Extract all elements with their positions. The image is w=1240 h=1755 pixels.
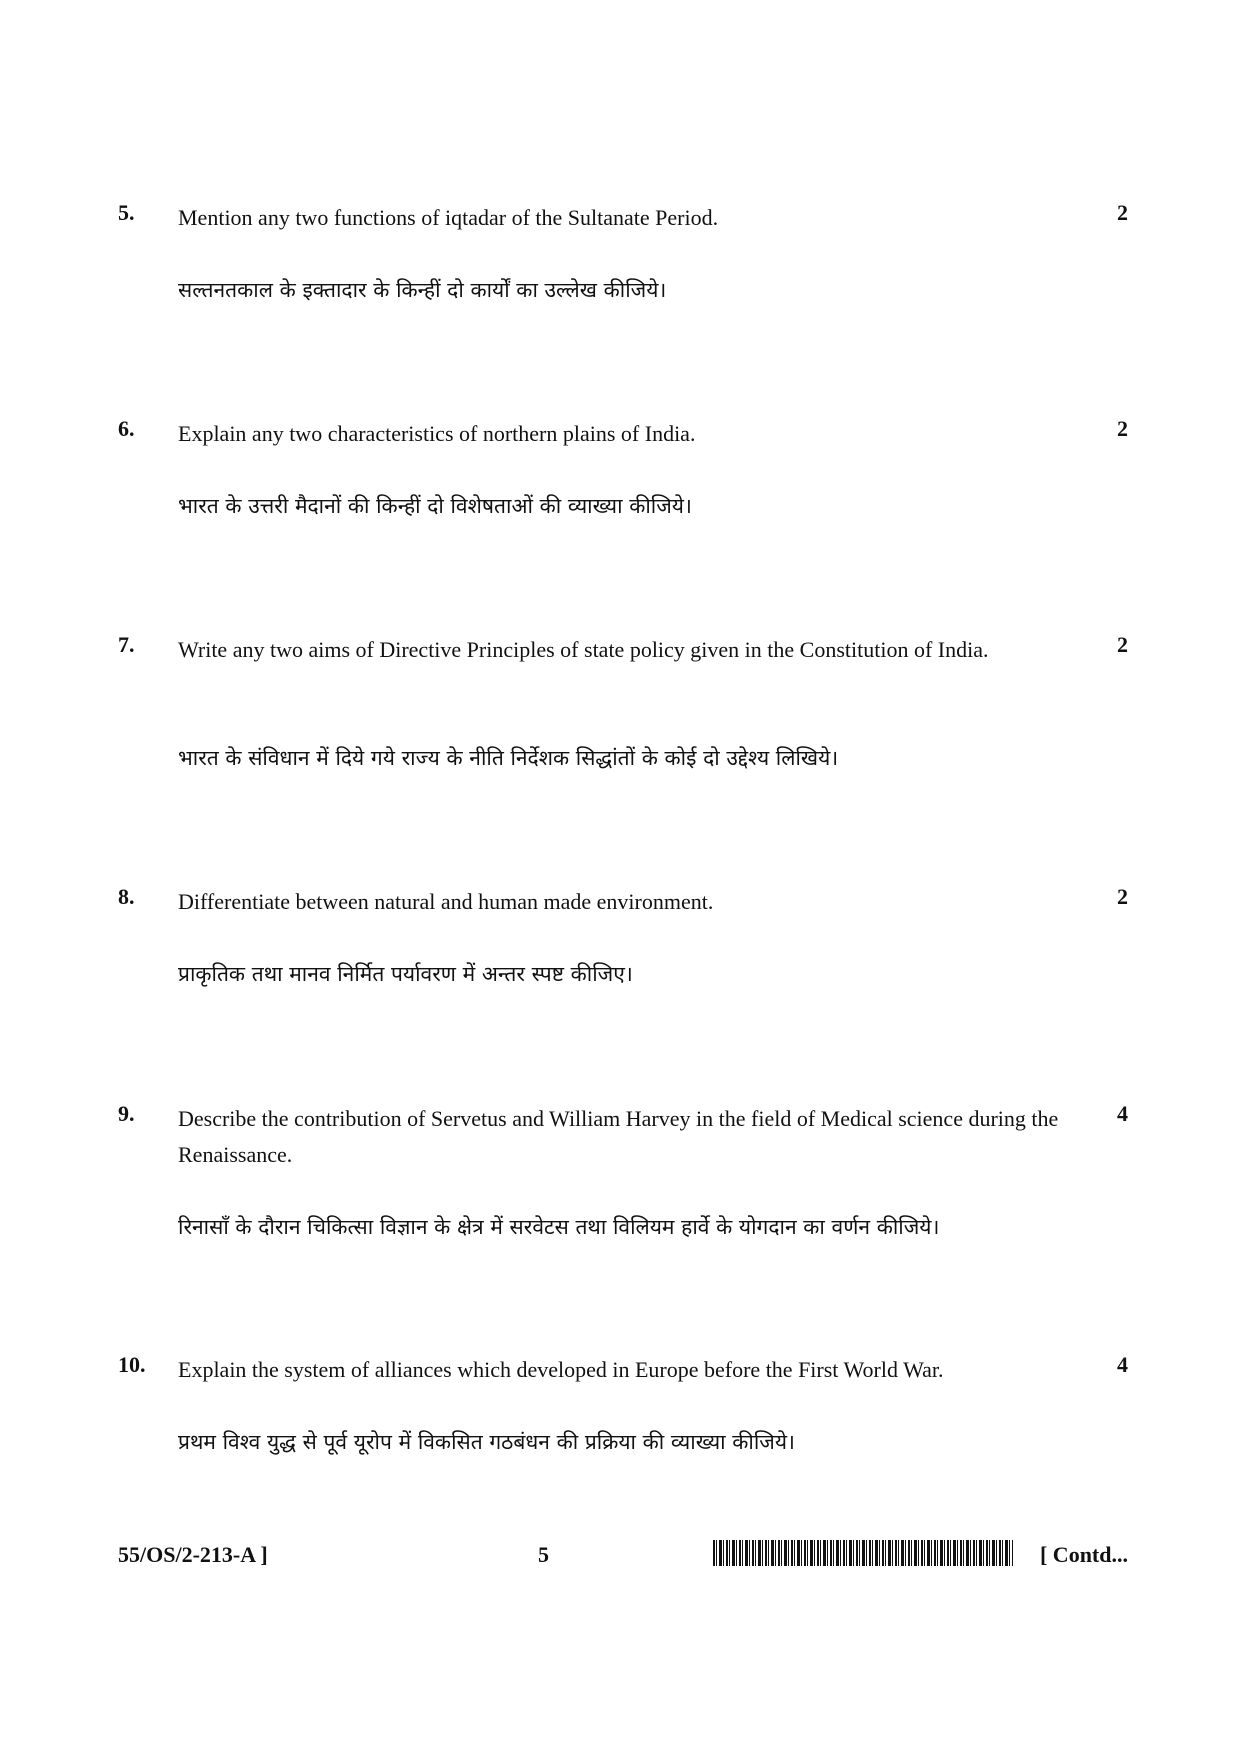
continued-label: [ Contd... [1039,1542,1128,1567]
barcode-icon [713,1540,1013,1566]
question-text-english: Differentiate between natural and human made environment. [178,889,714,914]
question-text-hindi: रिनासाँ के दौरान चिकित्सा विज्ञान के क्षेत्र में सरवेटस तथा विलियम हार्वे के योगदान का वर्णन कीजिये। [178,1215,940,1239]
paper-code: 55/OS/2-213-A ] [118,1542,268,1567]
question-marks: 2 [1117,200,1128,225]
question-text-english: Describe the contribution of Servetus and William Harvey in the field of Medical science during the Renaissance. [178,1106,1059,1167]
question-marks: 2 [1117,884,1128,909]
question-marks: 4 [1117,1352,1128,1377]
page-footer [118,1538,1128,1574]
question-number: 9. [118,1101,135,1126]
question-text-english: Explain any two characteristics of northern plains of India. [178,421,696,446]
question-marks: 2 [1117,632,1128,657]
question-text-english: Mention any two functions of iqtadar of the Sultanate Period. [178,205,719,230]
question-text-hindi: भारत के उत्तरी मैदानों की किन्हीं दो विशेषताओं की व्याख्या कीजिये। [178,494,692,518]
question-text-english: Explain the system of alliances which developed in Europe before the First World War. [178,1357,944,1382]
question-text-english: Write any two aims of Directive Principles of state policy given in the Constitution of India. [178,637,989,662]
question-number: 6. [118,416,135,441]
question-text-hindi: प्रथम विश्व युद्ध से पूर्व यूरोप में विकसित गठबंधन की प्रक्रिया की व्याख्या कीजिये। [178,1430,796,1454]
question-marks: 2 [1117,416,1128,441]
question-text-hindi: प्राकृतिक तथा मानव निर्मित पर्यावरण में अन्तर स्पष्ट कीजिए। [178,962,633,986]
question-number: 7. [118,632,135,657]
question-number: 5. [118,200,135,225]
question-number: 10. [118,1352,146,1377]
question-text-hindi: सल्तनतकाल के इक्तादार के किन्हीं दो कार्यों का उल्लेख कीजिये। [178,278,667,302]
page-number: 5 [538,1542,549,1567]
question-text-hindi: भारत के संविधान में दिये गये राज्य के नीति निर्देशक सिद्धांतों के कोई दो उद्देश्य लिखिये। [178,746,839,770]
question-marks: 4 [1117,1101,1128,1126]
question-number: 8. [118,884,135,909]
